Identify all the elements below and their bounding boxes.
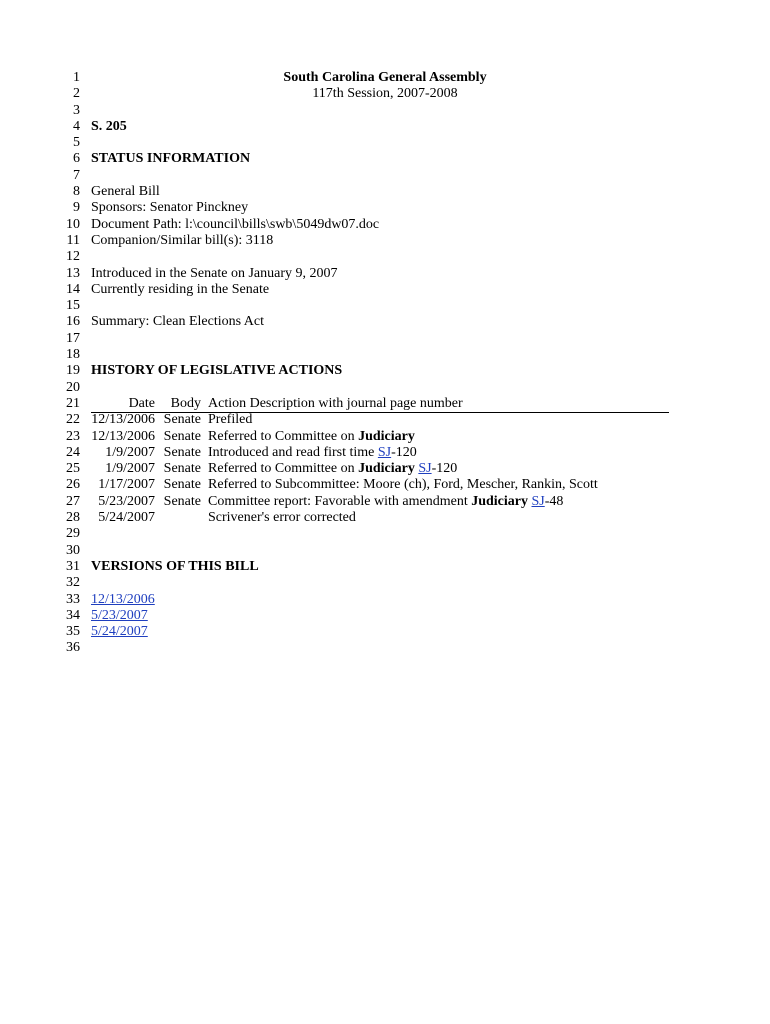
history-desc: Referred to Committee on Judiciary <box>208 428 415 444</box>
committee-name: Judiciary <box>358 461 415 477</box>
line-1: 1 South Carolina General Assembly <box>73 70 487 85</box>
document: 1 South Carolina General Assembly 2 117th Session, 2007-2008 3 4 S. 205 5 6 STATUS INFORMATION 7 8 General Bill 9 Sponsors: Senator Pinckney 10 Document Path: l:\council\bills\swb\5049dw07.doc 11 Companion/Similar bill(s): 3118 12 13 Introduced in the Senate on January 9, 2007 14 Currently residing in the Senate 15 16 Summary: Clean Elections Act 17 18 19 HISTORY OF LEGISLATIVE ACTIONS 20 21 Date Body Action Description with journal page number 22 12/13/2006 Senate Prefiled 23 12/13/2006 Senate Referred to Committee on Judiciary 24 1/9/2007 Senate Introduced and read first time SJ-120 25 1/9/2007 Senate Referred to Committee on Judiciary SJ-120 26 1/17/2007 Senate Referred to Subcommittee: Moore (ch), Ford, Mescher, Rankin, Scott 27 5/23/2007 Senate Committee report: Favorable with amendment Judiciary SJ-48 28 5/24/2007 Scrivener's error corrected 29 30 31 VERSIONS OF THIS BILL 32 33 12/13/2006 34 5/23/2007 35 5/24/2007 36 <box>0 70 770 657</box>
committee-name: Judiciary <box>471 493 528 509</box>
journal-page: -120 <box>391 444 417 460</box>
document-path: Document Path: l:\council\bills\swb\5049dw07.doc <box>91 216 380 232</box>
senate-journal-link[interactable]: SJ <box>377 444 392 460</box>
history-header-body: Body <box>170 395 201 411</box>
page-title: South Carolina General Assembly <box>283 70 487 85</box>
introduced-info: Introduced in the Senate on January 9, 2007 <box>91 265 338 281</box>
residing-info: Currently residing in the Senate <box>91 281 270 297</box>
senate-journal-link[interactable]: SJ <box>418 461 432 477</box>
history-row: 26 1/17/2007 Senate Referred to Subcommittee: Moore (ch), Ford, Mescher, Rankin, Scott <box>66 477 598 493</box>
history-row: 27 5/23/2007 Senate Committee report: Favorable with amendment Judiciary SJ-48 <box>66 493 564 509</box>
journal-page: -48 <box>544 493 564 509</box>
version-link[interactable]: 12/13/2006 <box>91 591 155 607</box>
history-heading: HISTORY OF LEGISLATIVE ACTIONS <box>91 363 343 379</box>
version-row: 33 12/13/2006 <box>66 591 155 607</box>
bill-type: General Bill <box>91 184 160 200</box>
bill-number: S. 205 <box>91 118 127 134</box>
history-header-date: Date <box>128 395 155 411</box>
history-date: 1/17/2007 <box>98 477 155 493</box>
history-body: Senate <box>163 477 201 493</box>
journal-page: -120 <box>431 461 458 477</box>
history-desc: Referred to Committee on Judiciary SJ-120 <box>208 461 458 477</box>
history-body: Senate <box>163 493 201 509</box>
sponsors: Sponsors: Senator Pinckney <box>91 200 249 216</box>
history-date: 1/9/2007 <box>105 461 155 477</box>
versions-heading: VERSIONS OF THIS BILL <box>91 558 259 574</box>
history-row: 28 5/24/2007 Scrivener's error corrected <box>66 510 356 526</box>
version-link[interactable]: 5/23/2007 <box>91 607 148 623</box>
line-2: 2 117th Session, 2007-2008 <box>0 86 770 102</box>
history-date: 5/24/2007 <box>98 510 155 526</box>
history-body: Senate <box>163 428 201 444</box>
history-date: 1/9/2007 <box>105 444 155 460</box>
history-body: Senate <box>163 444 201 460</box>
history-date: 5/23/2007 <box>98 493 155 509</box>
history-header-row: 21 Date Body Action Description with journal page number <box>0 396 770 412</box>
history-body: Senate <box>163 412 201 428</box>
history-body: Senate <box>163 461 201 477</box>
history-desc: Referred to Subcommittee: Moore (ch), Ford, Mescher, Rankin, Scott <box>208 477 598 493</box>
committee-name: Judiciary <box>358 428 415 444</box>
history-row: 23 12/13/2006 Senate Referred to Committee on Judiciary <box>66 428 415 444</box>
history-desc: Introduced and read first time SJ-120 <box>208 444 417 460</box>
companion-bills: Companion/Similar bill(s): 3118 <box>91 232 274 248</box>
history-header-desc: Action Description with journal page number <box>208 395 463 411</box>
version-row: 35 5/24/2007 <box>66 624 148 640</box>
version-link[interactable]: 5/24/2007 <box>91 624 148 640</box>
history-desc: Prefiled <box>208 412 253 428</box>
history-row: 25 1/9/2007 Senate Referred to Committee on Judiciary SJ-120 <box>66 461 458 477</box>
history-row: 22 12/13/2006 Senate Prefiled <box>66 412 253 428</box>
history-desc: Scrivener's error corrected <box>208 510 356 526</box>
history-date: 12/13/2006 <box>91 428 155 444</box>
senate-journal-link[interactable]: SJ <box>531 493 545 509</box>
status-heading: STATUS INFORMATION <box>91 151 251 167</box>
summary: Summary: Clean Elections Act <box>91 314 265 330</box>
version-row: 34 5/23/2007 <box>66 607 148 623</box>
history-desc: Committee report: Favorable with amendment Judiciary SJ-48 <box>208 493 564 509</box>
session-label: 117th Session, 2007-2008 <box>312 86 458 102</box>
history-row: 24 1/9/2007 Senate Introduced and read first time SJ-120 <box>66 444 417 460</box>
history-date: 12/13/2006 <box>91 412 155 428</box>
